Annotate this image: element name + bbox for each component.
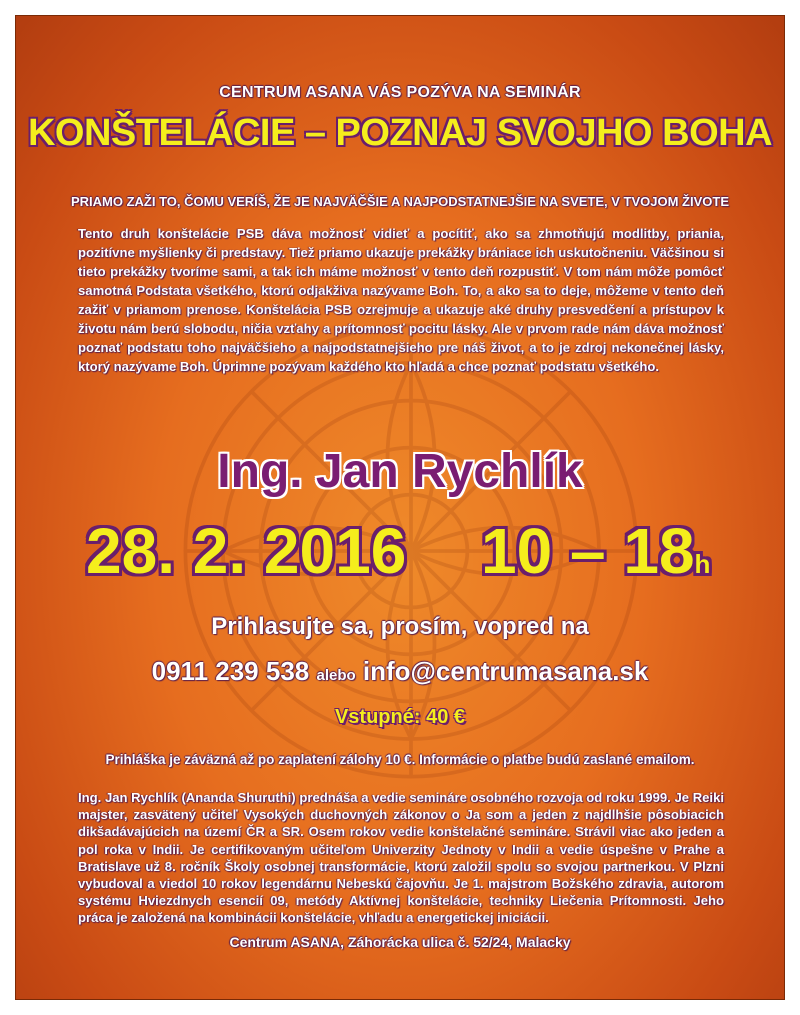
registration-text: Prihlasujte sa, prosím, vopred na	[211, 613, 589, 640]
or-word: alebo	[316, 667, 356, 684]
speaker-bio: Ing. Jan Rychlík (Ananda Shuruthi) prednáša a vedie semináre osobného rozvoja od roku 1999. Je Reiki majster, zasvätený učiteľ Vysokých duchovných zákonov o Ja som a jeden z najdlhšie pôsobiacich dikšadávajúcich na území ČR a SR. Osem rokov vedie konštelačné semináre. Strávil viac ako jeden a pol roka v Indii. Je certifikovaným učiteľom Univerzity Jednoty v Indii a vedie úspešne v Prahe a Bratislave už 8. ročník Školy osobnej transformácie, ktorú založil spolu so svojou partnerkou. V Plzni vybudoval a viedol 10 rokov legendárnu Nebeskú čajovňu. Je 1. majstrom Božského zdravia, autorom systému Hviezdnych esencií 09, metódy Aktívnej konštelácie, techniky Liečenia Prítomnosti. Jeho práca je založená na kombinácii konštelácie, vhľadu a energetickej iniciácii.	[78, 790, 724, 926]
intro-line: CENTRUM ASANA VÁS POZÝVA NA SEMINÁR	[219, 84, 581, 101]
email-address[interactable]: info@centrumasana.sk	[362, 656, 649, 686]
contact-line	[16, 656, 784, 687]
event-time-range: 10 – 18	[481, 515, 695, 587]
event-date: 28. 2. 2016	[86, 515, 407, 587]
venue-address: Centrum ASANA, Záhorácka ulica č. 52/24, Malacky	[229, 934, 571, 950]
speaker-name: Ing. Jan Rychlík	[217, 445, 583, 498]
poster	[15, 15, 785, 1000]
seminar-subtitle: PRIAMO ZAŽI TO, ČOMU VERÍŠ, ŽE JE NAJVÄČŠIE A NAJPODSTATNEJŠIE NA SVETE, V TVOJOM ŽIVOTE	[70, 194, 730, 209]
description-paragraph: Tento druh konštelácie PSB dáva možnosť vidieť a pocítiť, ako sa zhmotňujú modlitby, priania, pozitívne myšlienky či predstavy. Tiež priamo ukazuje prekážky brániace ich uskutočneniu. Väčšinou si tieto prekážky tvoríme sami, a tak ich máme možnosť v tento deň rozpustiť. V tom nám môže pomôcť samotná Podstata všetkého, ktorú odjakživa nazývame Boh. To, a ako sa to deje, môžeme v tento deň zažiť v priamom prenose. Konštelácia PSB ozrejmuje a ukazuje aké druhy presvedčení a prístupov k životu nám berú slobodu, ničia vzťahy a prítomnosť pocitu lásky. Ale v prvom rade nám dáva možnosť poznať podstatu toho najväčšieho a najpodstatnejšieho pre náš život, a to je zdroj nekonečnej lásky, ktorý nazývame Boh. Úprimne pozývam každého kto hľadá a chce poznať podstatu všetkého.	[78, 226, 724, 374]
event-time-unit: h	[694, 549, 711, 579]
binding-note: Prihláška je záväzná až po zaplatení zálohy 10 €. Informácie o platbe budú zaslané emailom.	[105, 752, 695, 767]
phone-number[interactable]: 0911 239 538	[151, 656, 310, 686]
seminar-title: KONŠTELÁCIE – POZNAJ SVOJHO BOHA	[27, 112, 773, 154]
entry-fee: Vstupné: 40 €	[334, 706, 466, 728]
event-time	[481, 514, 710, 588]
